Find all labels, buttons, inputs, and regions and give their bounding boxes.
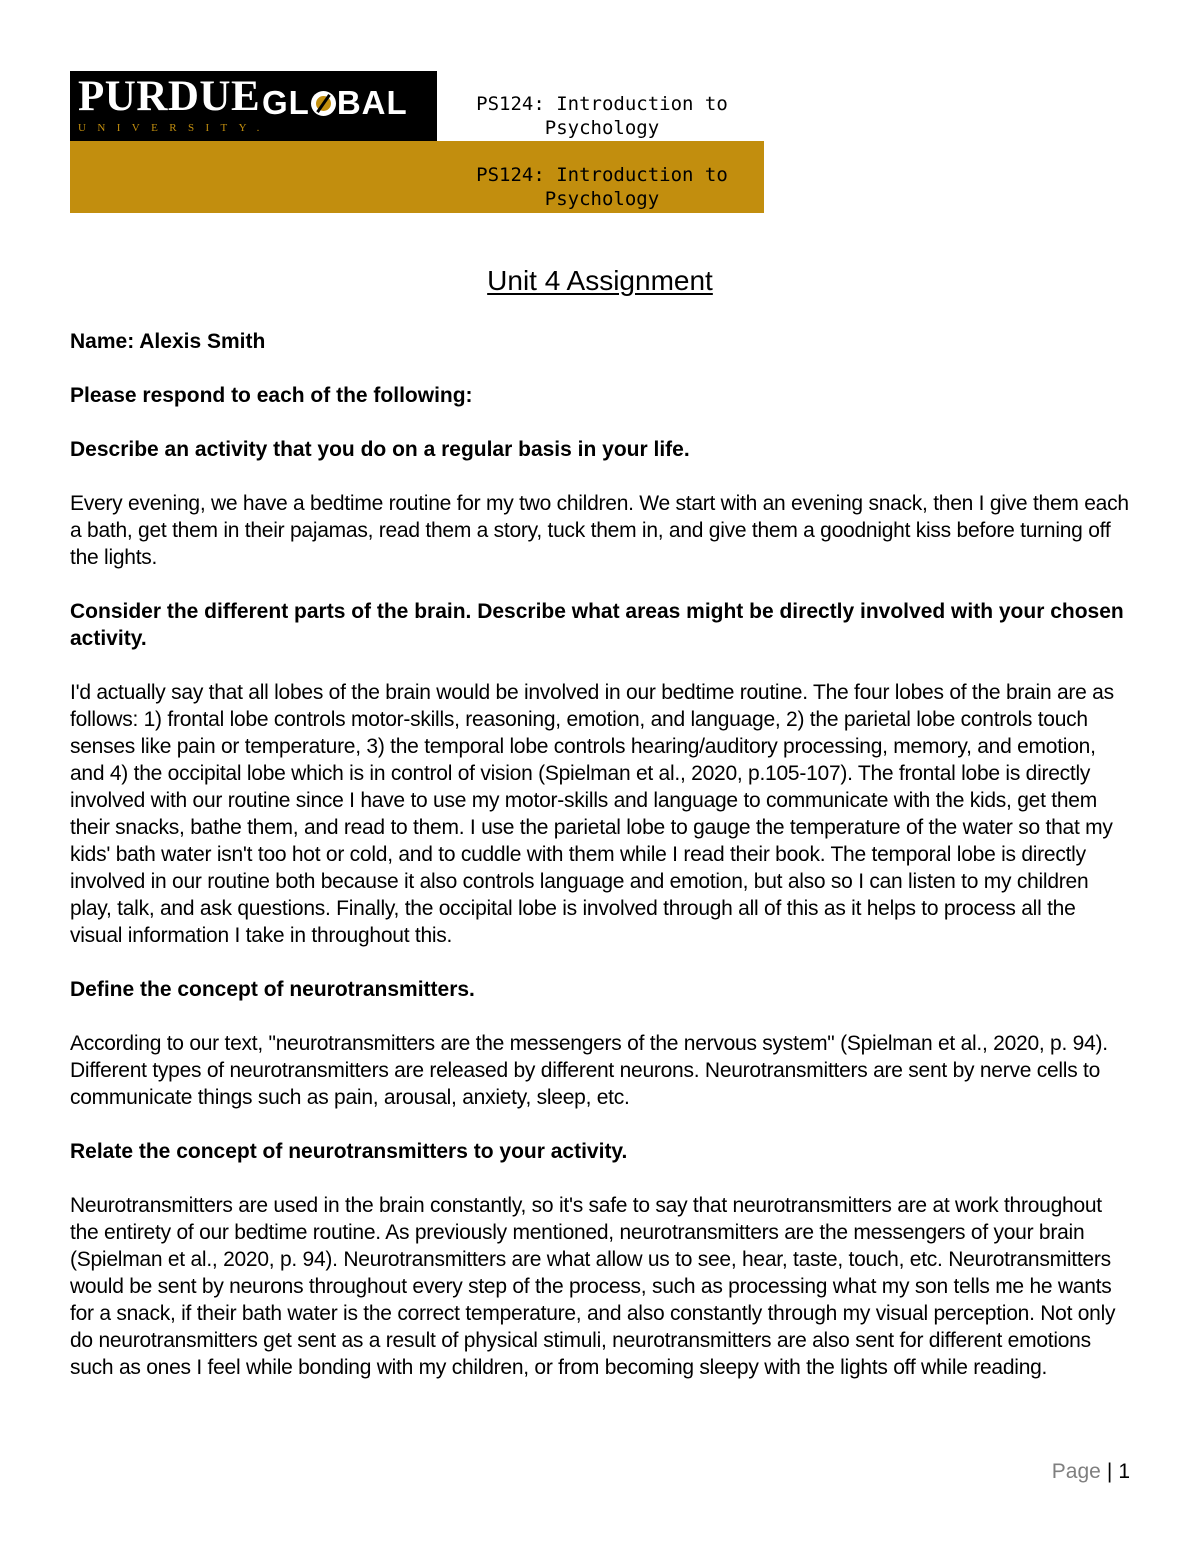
name-label: Name:	[70, 330, 135, 353]
logo-global-post: BAL	[336, 84, 408, 121]
answer-1: Every evening, we have a bedtime routine for my two children. We start with an evening snack, then I give them each a bath, get them in their pajamas, read them a story, tuck them in, and give them a goodnight kiss before turning off the lights.	[70, 492, 1129, 569]
answer-2: I'd actually say that all lobes of the brain would be involved in our bedtime routine. The four lobes of the brain are as follows: 1) frontal lobe controls motor-skills, reasoning, emotion, and language, 2) the parietal lobe controls touch senses like pain or temperature, 3) the temporal lobe controls hearing/auditory processing, memory, and emotion, and 4) the occipital lobe which is in control of vision (Spielman et al., 2020, p.105-107). The frontal lobe is directly involved with our routine since I have to use my motor-skills and language to communicate with the kids, get them their snacks, bathe them, and read to them. I use the parietal lobe to gauge the temperature of the water so that my kids' bath water isn't too hot or cold, and to cuddle with them while I read their book. The temporal lobe is directly involved in our routine both because it also controls language and emotion, but also so I can listen to my children play, talk, and ask questions. Finally, the occipital lobe is involved through all of this as it helps to process all the visual information I take in throughout this.	[70, 681, 1114, 947]
page-title-text: Unit 4 Assignment	[487, 265, 713, 296]
logo-university-text: UNIVERSITY.	[78, 122, 271, 134]
question-4: Relate the concept of neurotransmitters to your activity.	[70, 1140, 628, 1163]
name-value: Alexis Smith	[139, 330, 266, 353]
student-name-line	[70, 328, 1132, 355]
question-1: Describe an activity that you do on a regular basis in your life.	[70, 438, 690, 461]
answer-4: Neurotransmitters are used in the brain constantly, so it's safe to say that neurotransmitters are at work throughout the entirety of our bedtime routine. As previously mentioned, neurotransmitters are the messengers of your brain (Spielman et al., 2020, p. 94). Neurotransmitters are what allow us to see, hear, taste, touch, etc. Neurotransmitters would be sent by neurons throughout every step of the process, such as processing what my son tells me he wants for a snack, if their bath water is the correct temperature, and also constantly through my visual perception. Not only do neurotransmitters get sent as a result of physical stimuli, neurotransmitters are also sent for different emotions such as ones I feel while bonding with my children, or from becoming sleepy with the lights off while reading.	[70, 1194, 1116, 1379]
answer-3: According to our text, "neurotransmitters are the messengers of the nervous system" (Spielman et al., 2020, p. 94). Different types of neurotransmitters are released by different neurons. Neurotransmitters are sent by nerve cells to communicate things such as pain, arousal, anxiety, sleep, etc.	[70, 1032, 1108, 1109]
page-footer	[1052, 1458, 1130, 1485]
question-2: Consider the different parts of the brain. Describe what areas might be directly involved with your chosen activity.	[70, 600, 1124, 650]
purdue-global-logo	[70, 71, 437, 141]
globe-icon	[311, 91, 336, 116]
course-title-header: PS124: Introduction to Psychology	[476, 93, 728, 138]
course-title-band: PS124: Introduction to Psychology	[476, 164, 728, 209]
question-3: Define the concept of neurotransmitters.	[70, 978, 475, 1001]
document-body	[70, 328, 1132, 1408]
page-number: 1	[1118, 1460, 1130, 1483]
logo-purdue-text: PURDUE	[78, 73, 261, 120]
page-label: Page	[1051, 1460, 1101, 1483]
logo-global-pre: GL	[262, 84, 310, 121]
instruction-text: Please respond to each of the following:	[70, 384, 473, 407]
page-title	[0, 263, 1200, 299]
header-gold-band	[70, 141, 764, 213]
logo-global-text	[262, 85, 408, 121]
page-separator: |	[1106, 1460, 1113, 1483]
